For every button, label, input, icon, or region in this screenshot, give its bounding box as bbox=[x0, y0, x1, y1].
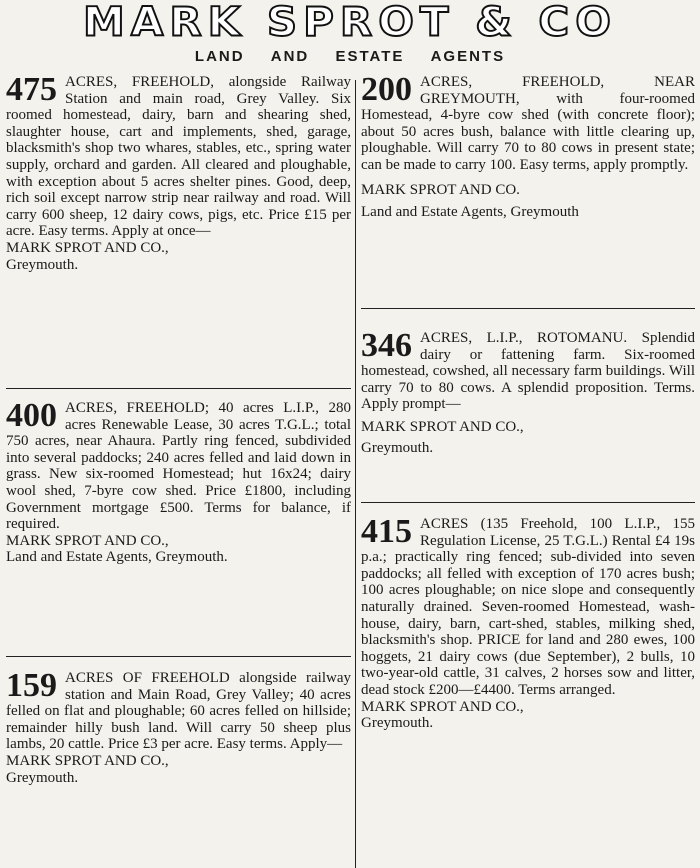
ad-location: Land and Estate Agents, Greymouth. bbox=[6, 549, 228, 566]
ad-159 bbox=[6, 667, 351, 786]
ad-number: 400 bbox=[6, 397, 57, 434]
subhead-word: LAND bbox=[194, 48, 245, 65]
masthead-title: MARK SPROT & CO bbox=[83, 0, 617, 45]
ad-signature: MARK SPROT AND CO., bbox=[361, 698, 524, 715]
ad-number: 415 bbox=[361, 513, 412, 550]
ad-signature: MARK SPROT AND CO., bbox=[6, 239, 169, 256]
ad-number: 200 bbox=[361, 71, 412, 108]
ad-signature: MARK SPROT AND CO., bbox=[6, 752, 169, 769]
ad-body: ACRES, FREEHOLD, alongside Railway Station and main road, Grey Valley. Six roomed homestead, dairy, barn and shearing shed, slaughter house, cart and implements, shed, garage, blacksmith's shop two whares, stables, etc., spring water supply, orchard and garden. All cleared and ploughable, with exception about 5 acres shelter pines. Good, deep, rich soil except narrow strip near railway and road. Will carry 600 sheep, 12 dairy cows, pigs, etc. Price £15 per acre. Easy terms. Apply at once— bbox=[6, 74, 351, 240]
ad-location: Greymouth. bbox=[361, 439, 434, 456]
ad-signature: MARK SPROT AND CO. bbox=[361, 181, 520, 198]
ad-location: Greymouth. bbox=[361, 715, 434, 732]
ad-number: 475 bbox=[6, 71, 57, 108]
ad-signature: MARK SPROT AND CO., bbox=[6, 532, 169, 549]
ad-415 bbox=[361, 513, 695, 732]
subhead-word: AGENTS bbox=[430, 48, 506, 65]
ad-body: ACRES (135 Freehold, 100 L.I.P., 155 Regulation License, 25 T.G.L.) Rental £4 19s p.a.; practically ring fenced; sub-divided into seven paddocks; all felled with exception of 170 acres bush; 100 acres ploughable; on nice slope and consequently naturally drained. Seven-roomed Homestead, wash-house, dairy, barn, cart-shed, stables, milking shed, blacksmith's shop. PRICE for land and 280 ewes, 100 hoggets, 21 dairy cows (due September), 2 bulls, 10 two-year-old cattle, 31 calves, 2 horses sow and litter, dead stock £200—£4400. Terms arranged. bbox=[361, 516, 695, 698]
ad-number: 159 bbox=[6, 667, 57, 704]
subhead bbox=[0, 48, 700, 65]
ad-rule bbox=[6, 656, 351, 657]
ad-body: ACRES, L.I.P., ROTOMANU. Splendid dairy or fattening farm. Six-roomed homestead, cowshed, all necessary farm buildings. Will carry 70 to 80 cows. A splendid proposition. Terms. Apply prompt— bbox=[361, 330, 695, 413]
ad-signature: MARK SPROT AND CO., bbox=[361, 418, 524, 435]
ad-number: 346 bbox=[361, 327, 412, 364]
ad-location: Greymouth. bbox=[6, 769, 79, 786]
ad-rule bbox=[361, 308, 695, 309]
ad-346 bbox=[361, 327, 695, 456]
ad-200 bbox=[361, 71, 695, 221]
ad-rule bbox=[361, 502, 695, 503]
column-divider bbox=[355, 80, 356, 868]
ad-body: ACRES, FREEHOLD; 40 acres L.I.P., 280 acres Renewable Lease, 30 acres T.G.L.; total 750 acres, near Ahaura. Partly ring fenced, subdivided into several paddocks; 240 acres felled and laid down in grass. New six-roomed Homestead; hut 16x24; dairy wool shed, 7-byre cow shed. Price £1800, including Government mortgage £500. Terms for balance, if required. bbox=[6, 400, 351, 533]
ad-location: Greymouth. bbox=[6, 256, 79, 273]
ad-body: ACRES OF FREEHOLD alongside railway station and Main Road, Grey Valley; 40 acres felled on flat and ploughable; 60 acres felled on hillside; remainder hilly bush land. Will carry 50 sheep plus lambs, 20 cattle. Price £3 per acre. Easy terms. Apply— bbox=[6, 670, 351, 753]
subhead-word: ESTATE bbox=[335, 48, 405, 65]
ad-475 bbox=[6, 71, 351, 273]
ad-body: ACRES, FREEHOLD, NEAR GREYMOUTH, with four-roomed Homestead, 4-byre cow shed (with concrete floor); about 50 acres bush, balance with little clearing up, ploughable. Will carry 70 to 80 cows in present state; can be made to carry 100. Easy terms, apply promptly. bbox=[361, 74, 695, 173]
ad-location: Land and Estate Agents, Greymouth bbox=[361, 204, 579, 221]
subhead-word: AND bbox=[270, 48, 310, 65]
ad-400 bbox=[6, 397, 351, 566]
ad-rule bbox=[6, 388, 351, 389]
